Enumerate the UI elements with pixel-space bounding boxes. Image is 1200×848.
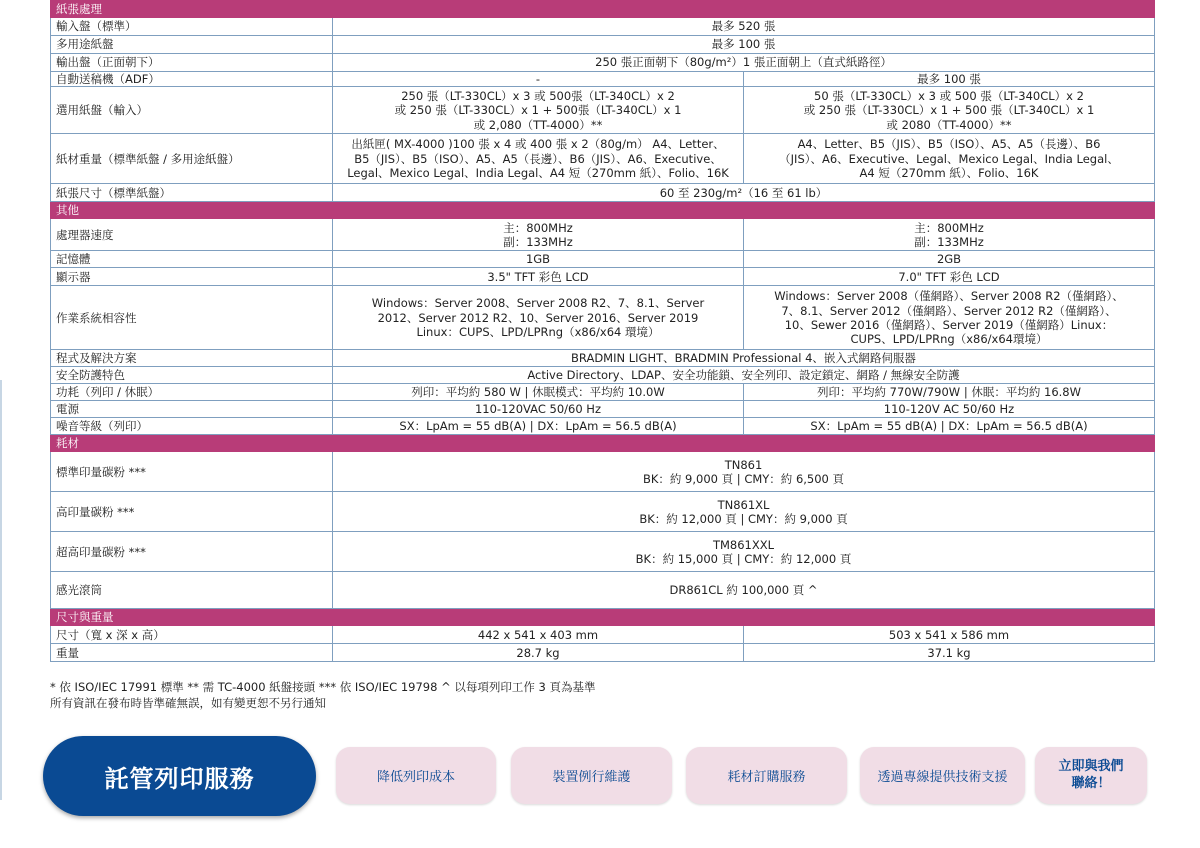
- contact-us-line2: 聯絡！: [1071, 775, 1111, 791]
- spec-value-line: 28.7 kg: [516, 645, 560, 660]
- spec-value: [333, 492, 1155, 532]
- spec-row: [51, 286, 1155, 350]
- spec-row: [51, 72, 1155, 87]
- supplies-ordering-button[interactable]: 耗材訂購服務: [686, 747, 847, 804]
- spec-value-model-b: [744, 644, 1155, 662]
- spec-value: 60 至 230g/m²（16 至 61 lb）: [333, 184, 1155, 202]
- spec-row: [51, 384, 1155, 401]
- spec-label: 多用途紙盤: [51, 36, 333, 54]
- footnote-standards: * 依 ISO/IEC 17991 標準 ** 需 TC-4000 紙盤接頭 *** 依 ISO/IEC 19798 ^ 以每項列印工作 3 頁為基準: [50, 680, 596, 694]
- spec-row: [51, 492, 1155, 532]
- spec-value-model-b: [744, 286, 1155, 350]
- spec-value-line: -: [535, 72, 541, 86]
- spec-value-line: 110-120VAC 50/60 Hz: [474, 402, 601, 417]
- spec-value-line: SX：LpAm = 55 dB(A) | DX：LpAm = 56.5 dB(A): [399, 419, 677, 434]
- spec-value: [333, 452, 1155, 492]
- spec-value-line: 50 張（LT-330CL）x 3 或 500 張（LT-340CL）x 2: [814, 88, 1084, 103]
- spec-value-model-a: [333, 72, 744, 87]
- spec-row: [51, 350, 1155, 367]
- spec-value-line: 或 2080（TT-4000）**: [886, 117, 1012, 132]
- section-title: 耗材: [51, 435, 333, 452]
- spec-value-line: 7.0" TFT 彩色 LCD: [898, 269, 1000, 284]
- spec-label: 輸入盤（標準）: [51, 18, 333, 36]
- spec-value-line: Legal、Mexico Legal、India Legal、A4 短（270mm 紙）、Folio、16K: [347, 166, 729, 181]
- spec-value-line: 主：800MHz: [503, 220, 573, 235]
- spec-row: [51, 626, 1155, 644]
- spec-value-model-a: [333, 626, 744, 644]
- spec-value-line: 或 250 張（LT-330CL）x 1 + 500張（LT-340CL）x 1: [394, 103, 682, 118]
- section-header-row: [51, 609, 1155, 626]
- spec-label: 處理器速度: [51, 219, 333, 251]
- spec-value-model-b: [744, 418, 1155, 435]
- spec-row: [51, 367, 1155, 384]
- spec-label: 電源: [51, 401, 333, 418]
- spec-row: [51, 532, 1155, 572]
- spec-value-line: 或 2,080（TT-4000）**: [473, 117, 603, 132]
- spec-value-model-b: [744, 401, 1155, 418]
- spec-row: [51, 87, 1155, 134]
- section-title: 其他: [51, 202, 333, 219]
- spec-label: 自動送稿機（ADF）: [51, 72, 333, 87]
- spec-value-line: DR861CL 約 100,000 頁 ^: [669, 583, 818, 598]
- spec-value-line: 出紙匣( MX-4000 )100 張 x 4 或 400 張 x 2（80g/m） A4、Letter、: [351, 137, 725, 152]
- spec-label: 功耗（列印 / 休眠）: [51, 384, 333, 401]
- spec-value-line: CUPS、LPD/LPRng（x86/x64環境）: [850, 332, 1048, 347]
- reduce-cost-button[interactable]: 降低列印成本: [336, 747, 496, 804]
- section-title: 紙張處理: [51, 1, 333, 18]
- spec-label: 感光滾筒: [51, 572, 333, 609]
- spec-value-model-b: [744, 72, 1155, 87]
- spec-label: 噪音等級（列印）: [51, 418, 333, 435]
- spec-row: [51, 219, 1155, 251]
- spec-value: BRADMIN LIGHT、BRADMIN Professional 4、嵌入式網路伺服器: [333, 350, 1155, 367]
- spec-label: 超高印量碳粉 ***: [51, 532, 333, 572]
- spec-value: 250 張正面朝下（80g/m²）1 張正面朝上（直式紙路徑）: [333, 54, 1155, 72]
- spec-row: [51, 18, 1155, 36]
- spec-value-model-b: [744, 626, 1155, 644]
- spec-value-line: TN861: [724, 457, 763, 472]
- spec-value-line: Windows：Server 2008（僅網路）、Server 2008 R2（僅網路）、: [774, 289, 1124, 304]
- spec-value-line: 最多 100 張: [917, 72, 981, 86]
- spec-row: [51, 54, 1155, 72]
- spec-value-line: 副：133MHz: [503, 234, 573, 249]
- spec-label: 顯示器: [51, 268, 333, 286]
- managed-print-services-button[interactable]: 託管列印服務: [43, 736, 316, 816]
- routine-maintenance-button[interactable]: 裝置例行維護: [511, 747, 672, 804]
- spec-value-model-b: [744, 87, 1155, 134]
- spec-value-line: 列印：平均約 770W/790W | 休眠：平均約 16.8W: [817, 385, 1081, 400]
- spec-value-line: 副：133MHz: [914, 234, 984, 249]
- spec-value-line: 7、8.1、Server 2012（僅網路）、Server 2012 R2（僅網路）、: [781, 303, 1117, 318]
- spec-value-line: A4、Letter、B5（JIS）、B5（ISO）、A5、A5（長邊）、B6: [797, 137, 1101, 152]
- spec-value-model-b: [744, 384, 1155, 401]
- spec-value-model-a: [333, 134, 744, 184]
- contact-us-line1: 立即與我們: [1058, 758, 1124, 774]
- spec-value-line: TN861XL: [717, 497, 770, 512]
- section-header-row: [51, 202, 1155, 219]
- spec-label: 尺寸（寬 x 深 x 高）: [51, 626, 333, 644]
- spec-value-line: Linux：CUPS、LPD/LPRng（x86/x64 環境）: [416, 325, 660, 340]
- spec-value-model-a: [333, 384, 744, 401]
- spec-value-model-b: [744, 268, 1155, 286]
- footnote-disclaimer: 所有資訊在發布時皆準確無誤，如有變更恕不另行通知: [50, 696, 326, 710]
- section-title: 尺寸與重量: [51, 609, 333, 626]
- section-bar: [333, 435, 1155, 452]
- spec-value-line: TM861XXL: [712, 537, 775, 552]
- spec-value-line: BK：約 12,000 頁 | CMY：約 9,000 頁: [639, 511, 848, 526]
- section-bar: [333, 1, 1155, 18]
- section-bar: [333, 609, 1155, 626]
- spec-row: [51, 184, 1155, 202]
- spec-value-line: 主：800MHz: [914, 220, 984, 235]
- spec-value-line: 3.5" TFT 彩色 LCD: [487, 269, 589, 284]
- spec-value-model-a: [333, 401, 744, 418]
- spec-value: Active Directory、LDAP、安全功能鎖、安全列印、設定鎖定、網路 / 無線安全防護: [333, 367, 1155, 384]
- spec-row: [51, 644, 1155, 662]
- spec-row: [51, 36, 1155, 54]
- spec-label: 程式及解決方案: [51, 350, 333, 367]
- spec-row: [51, 251, 1155, 268]
- spec-value-line: BK：約 9,000 頁 | CMY：約 6,500 頁: [642, 471, 845, 486]
- spec-row: [51, 268, 1155, 286]
- spec-value-line: B5（JIS）、B5（ISO）、A5、A5（長邊）、B6（JIS）、A6、Executive、: [354, 151, 722, 166]
- tech-support-button[interactable]: 透過專線提供技術支援: [860, 747, 1025, 804]
- spec-value-model-a: [333, 418, 744, 435]
- section-header-row: [51, 435, 1155, 452]
- spec-value: [333, 532, 1155, 572]
- spec-value: [333, 572, 1155, 609]
- spec-value-model-a: [333, 87, 744, 134]
- spec-value-line: 110-120V AC 50/60 Hz: [883, 402, 1015, 417]
- spec-label: 重量: [51, 644, 333, 662]
- section-header-row: [51, 1, 1155, 18]
- spec-value-line: 或 250 張（LT-330CL）x 1 + 500 張（LT-340CL）x 1: [803, 103, 1095, 118]
- spec-value-line: 10、Sewer 2016（僅網路）、Server 2019（僅網路）Linux：: [784, 317, 1114, 332]
- spec-label: 安全防護特色: [51, 367, 333, 384]
- spec-row: [51, 452, 1155, 492]
- spec-table: [50, 0, 1155, 662]
- spec-label: 記憶體: [51, 251, 333, 268]
- spec-row: [51, 572, 1155, 609]
- spec-value-line: 250 張（LT-330CL）x 3 或 500張（LT-340CL）x 2: [401, 88, 675, 103]
- spec-value-model-a: [333, 644, 744, 662]
- spec-value-line: SX：LpAm = 55 dB(A) | DX：LpAm = 56.5 dB(A): [810, 419, 1088, 434]
- spec-value-model-a: [333, 251, 744, 268]
- spec-value-line: 列印：平均約 580 W | 休眠模式：平均約 10.0W: [411, 385, 665, 400]
- spec-value-model-b: [744, 219, 1155, 251]
- spec-value-model-a: [333, 286, 744, 350]
- spec-row: [51, 134, 1155, 184]
- spec-value-model-a: [333, 268, 744, 286]
- spec-value-line: 37.1 kg: [927, 645, 971, 660]
- spec-value: 最多 100 張: [333, 36, 1155, 54]
- contact-us-button[interactable]: [1035, 747, 1147, 804]
- spec-label: 輸出盤（正面朝下）: [51, 54, 333, 72]
- page-edge-line: [0, 380, 2, 800]
- spec-label: 高印量碳粉 ***: [51, 492, 333, 532]
- spec-value-model-a: [333, 219, 744, 251]
- spec-value-model-b: [744, 134, 1155, 184]
- spec-row: [51, 401, 1155, 418]
- spec-value-line: A4 短（270mm 紙）、Folio、16K: [859, 166, 1039, 181]
- spec-value-line: 1GB: [525, 252, 551, 267]
- spec-row: [51, 418, 1155, 435]
- spec-value-line: 442 x 541 x 403 mm: [477, 627, 599, 642]
- spec-value-line: 2GB: [936, 252, 962, 267]
- spec-label: 紙張尺寸（標準紙盤）: [51, 184, 333, 202]
- spec-label: 紙材重量（標準紙盤 / 多用途紙盤）: [51, 134, 333, 184]
- spec-value-line: 503 x 541 x 586 mm: [888, 627, 1010, 642]
- spec-label: 作業系統相容性: [51, 286, 333, 350]
- spec-label: 標準印量碳粉 ***: [51, 452, 333, 492]
- spec-value-line: （JIS）、A6、Executive、Legal、Mexico Legal、India Legal、: [779, 151, 1119, 166]
- spec-value-line: BK：約 15,000 頁 | CMY：約 12,000 頁: [635, 551, 852, 566]
- spec-value-line: 2012、Server 2012 R2、10、Server 2016、Server 2019: [377, 310, 699, 325]
- spec-value-line: Windows：Server 2008、Server 2008 R2、7、8.1、Server: [371, 296, 705, 311]
- spec-label: 選用紙盤（輸入）: [51, 87, 333, 134]
- spec-value-model-b: [744, 251, 1155, 268]
- spec-value: 最多 520 張: [333, 18, 1155, 36]
- section-bar: [333, 202, 1155, 219]
